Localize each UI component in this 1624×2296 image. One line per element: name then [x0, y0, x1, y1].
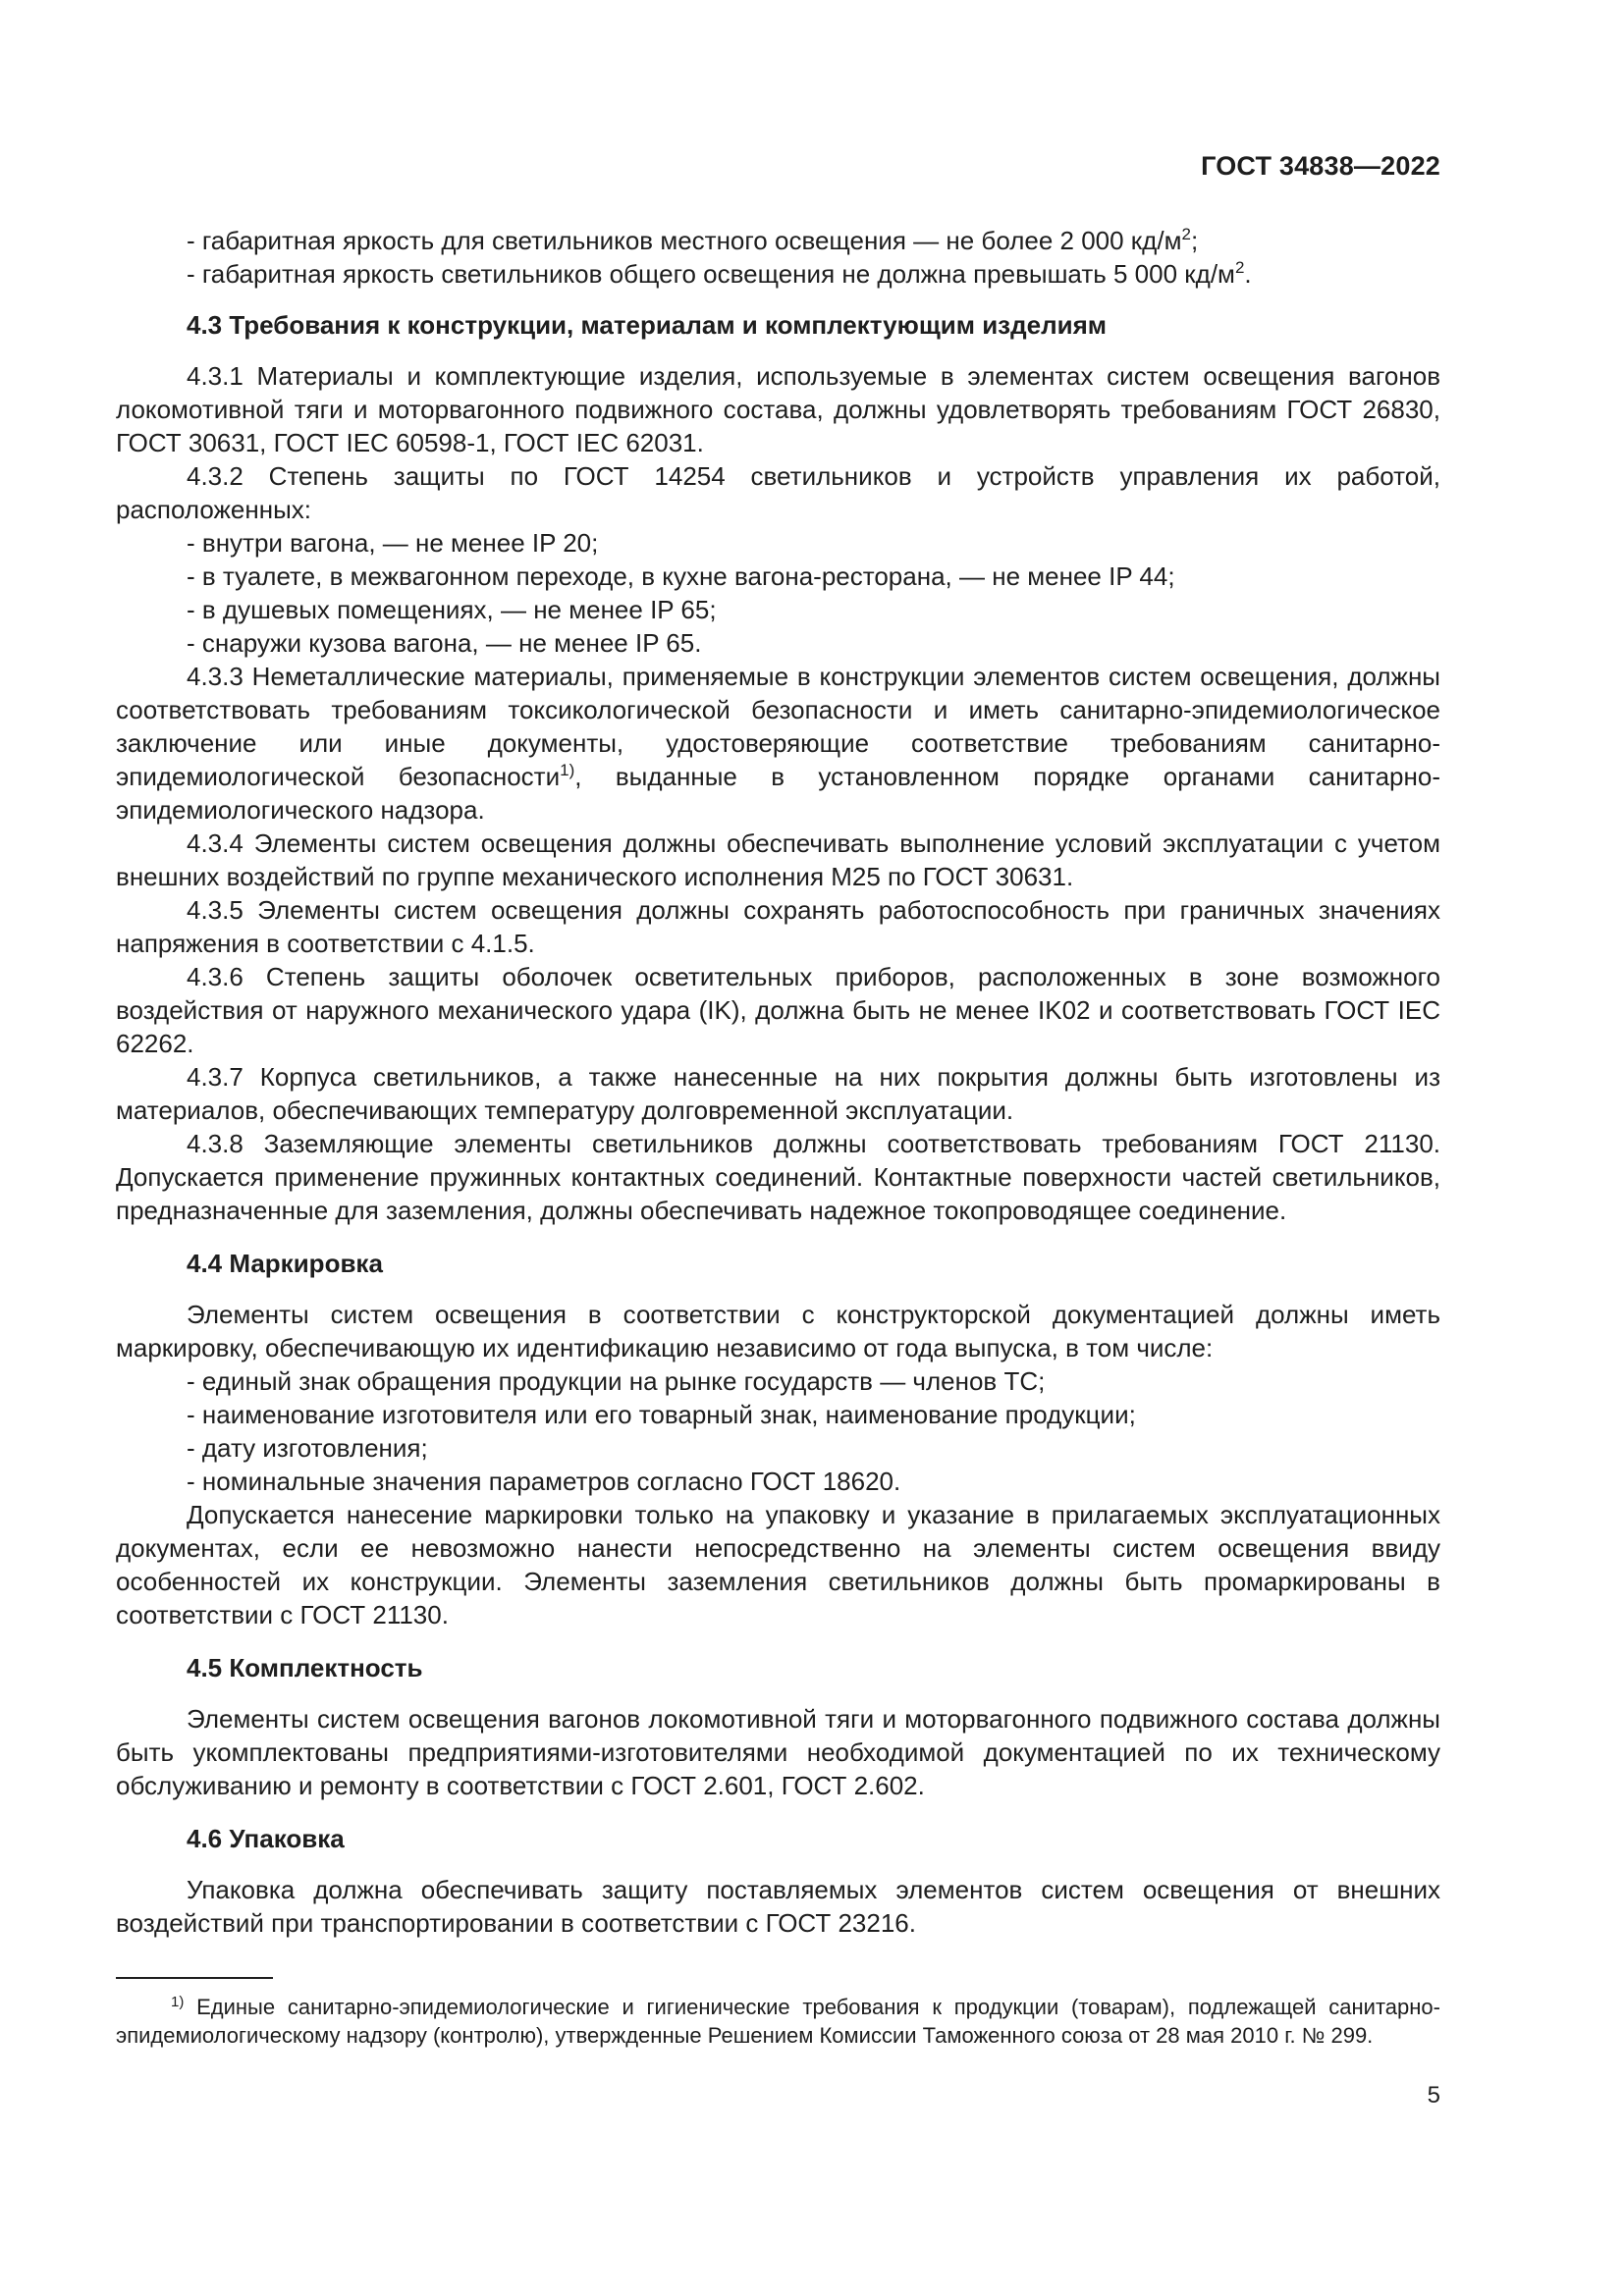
list-item: - в туалете, в межвагонном переходе, в кухне вагона-ресторана, — не менее IP 44;: [187, 561, 1175, 591]
section-4-4-title: 4.4 Маркировка: [187, 1249, 383, 1278]
intro-line-2-end: .: [1244, 259, 1252, 289]
footnote-reference: 1): [560, 761, 575, 779]
paragraph-4-3-7: 4.3.7 Корпуса светильников, а также нанесенные на них покрытия должны быть изготовлены из материалов, обеспечивающих температуру долговременной эксплуатации.: [116, 1062, 1440, 1125]
intro-line-1-text: - габаритная яркость для светильников местного освещения — не более 2 000 кд/м: [187, 226, 1182, 255]
paragraph-4-3-8: 4.3.8 Заземляющие элементы светильников должны соответствовать требованиям ГОСТ 21130. Допускается применение пружинных контактных соединений. Контактные поверхности частей светильников, предназначенные для заземления, должны обеспечивать надежное токопроводящее соединение.: [116, 1129, 1440, 1225]
footnote-text: [116, 1993, 1440, 2050]
list-item: - снаружи кузова вагона, — не менее IP 65.: [187, 628, 702, 658]
list-item: - внутри вагона, — не менее IP 20;: [187, 528, 599, 558]
document-header: ГОСТ 34838—2022: [1201, 151, 1440, 181]
paragraph-4-3-6: 4.3.6 Степень защиты оболочек осветительных приборов, расположенных в зоне возможного воздействия от наружного механического удара (IK), должна быть не менее IK02 и соответствовать ГОСТ IEC 62262.: [116, 962, 1440, 1058]
paragraph-4-3-5: 4.3.5 Элементы систем освещения должны сохранять работоспособность при граничных значениях напряжения в соответствии с 4.1.5.: [116, 895, 1440, 958]
intro-line-2: [116, 257, 1440, 291]
list-item: - единый знак обращения продукции на рынке государств — членов ТС;: [187, 1366, 1046, 1396]
paragraph-4-3-2: 4.3.2 Степень защиты по ГОСТ 14254 светильников и устройств управления их работой, расположенных:: [116, 461, 1440, 524]
paragraph-4-3-1: 4.3.1 Материалы и комплектующие изделия, используемые в элементах систем освещения вагонов локомотивной тяги и моторвагонного подвижного состава, должны удовлетворять требованиям ГОСТ 26830, ГОСТ 30631, ГОСТ IEC 60598-1, ГОСТ IEC 62031.: [116, 361, 1440, 457]
paragraph-4-3-3-end: , выданные в установленном порядке органами санитарно-эпидемиологического надзора.: [116, 762, 1440, 825]
unit-superscript: 2: [1181, 225, 1191, 243]
paragraph-4-6: Упаковка должна обеспечивать защиту поставляемых элементов систем освещения от внешних воздействий при транспортировании в соответствии с ГОСТ 23216.: [116, 1875, 1440, 1938]
intro-line-1-end: ;: [1190, 226, 1199, 255]
unit-superscript: 2: [1234, 258, 1245, 277]
list-item: - в душевых помещениях, — не менее IP 65;: [187, 595, 717, 624]
footnote: [116, 1993, 1440, 2050]
footnote-body: Единые санитарно-эпидемиологические и гигиенические требования к продукции (товарам), подлежащей санитарно-эпидемиологическому надзору (контролю), утвержденные Решением Комиссии Таможенного союза от 28 мая 2010 г. № 299.: [116, 1995, 1440, 2048]
list-item: - дату изготовления;: [187, 1433, 428, 1463]
intro-line-2-text: - габаритная яркость светильников общего освещения не должна превышать 5 000 кд/м: [187, 259, 1235, 289]
section-4-3-title: 4.3 Требования к конструкции, материалам и комплектующим изделиям: [187, 310, 1107, 340]
section-4-6-title: 4.6 Упаковка: [187, 1824, 345, 1853]
paragraph-4-3-3: [116, 660, 1440, 827]
list-item: - наименование изготовителя или его товарный знак, наименование продукции;: [187, 1400, 1136, 1429]
intro-line-1: [116, 224, 1440, 257]
paragraph-4-3-3-text: 4.3.3 Неметаллические материалы, применяемые в конструкции элементов систем освещения, должны соответствовать требованиям токсикологической безопасности и иметь санитарно-эпидемиологическое заключение или иные документы, удостоверяющие соответствие требованиям санитарно-эпидемиологической безопасности: [116, 662, 1440, 791]
paragraph-4-3-4: 4.3.4 Элементы систем освещения должны обеспечивать выполнение условий эксплуатации с учетом внешних воздействий по группе механического исполнения М25 по ГОСТ 30631.: [116, 828, 1440, 891]
document-body: [116, 224, 1440, 1940]
section-4-5-title: 4.5 Комплектность: [187, 1653, 423, 1682]
paragraph-4-4-note: Допускается нанесение маркировки только на упаковку и указание в прилагаемых эксплуатационных документах, если ее невозможно нанести непосредственно на элементы систем освещения ввиду особенностей их конструкции. Элементы заземления светильников должны быть промаркированы в соответствии с ГОСТ 21130.: [116, 1500, 1440, 1629]
page-number: 5: [1427, 2082, 1440, 2109]
paragraph-4-4-intro: Элементы систем освещения в соответствии с конструкторской документацией должны иметь маркировку, обеспечивающую их идентификацию независимо от года выпуска, в том числе:: [116, 1300, 1440, 1362]
footnote-marker: 1): [171, 1994, 185, 2010]
list-item: - номинальные значения параметров согласно ГОСТ 18620.: [187, 1467, 901, 1496]
paragraph-4-5: Элементы систем освещения вагонов локомотивной тяги и моторвагонного подвижного состава должны быть укомплектованы предприятиями-изготовителями необходимой документацией по их техническому обслуживанию и ремонту в соответствии с ГОСТ 2.601, ГОСТ 2.602.: [116, 1704, 1440, 1800]
footnote-divider: [116, 1977, 273, 1979]
